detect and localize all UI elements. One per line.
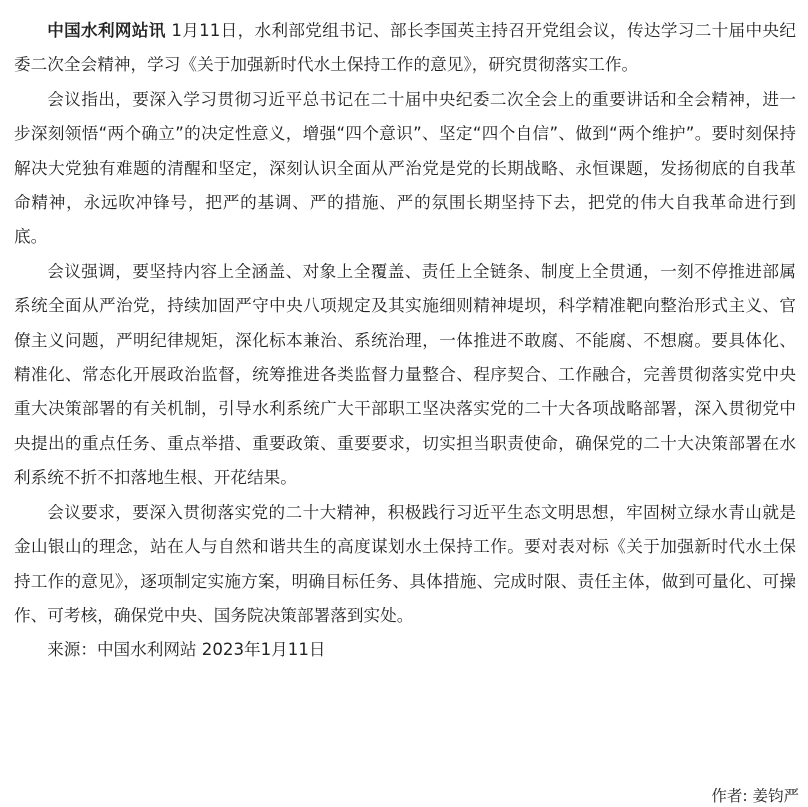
article-body xyxy=(14,14,796,668)
paragraph-meeting-pointed-out: 会议指出，要深入学习贯彻习近平总书记在二十届中央纪委二次全会上的重要讲话和全会精神，进一步深刻领悟“两个确立”的决定性意义，增强“四个意识”、坚定“四个自信”、做到“两个维护”。要时刻保持解决大党独有难题的清醒和坚定，深刻认识全面从严治党是党的长期战略、永恒课题，发扬彻底的自我革命精神，永远吹冲锋号，把严的基调、严的措施、严的氛围长期坚持下去，把党的伟大自我革命进行到底。 xyxy=(14,89,796,247)
news-source-label: 中国水利网站讯 xyxy=(47,21,166,40)
paragraph-meeting-emphasized: 会议强调，要坚持内容上全涵盖、对象上全覆盖、责任上全链条、制度上全贯通，一刻不停推进部属系统全面从严治党，持续加固严守中央八项规定及其实施细则精神堤坝，科学精准靶向整治形式主义、官僚主义问题，严明纪律规矩，深化标本兼治、系统治理，一体推进不敢腐、不能腐、不想腐。要具体化、精准化、常态化开展政治监督，统筹推进各类监督力量整合、程序契合、工作融合，完善贯彻落实党中央重大决策部署的有关机制，引导水利系统广大干部职工坚决落实党的二十大各项战略部署，深入贯彻党中央提出的重点任务、重点举措、重要政策、重要要求，切实担当职责使命，确保党的二十大决策部署在水利系统不折不扣落地生根、开花结果。 xyxy=(14,261,796,488)
source-line: 来源：中国水利网站 2023年1月11日 xyxy=(47,640,326,660)
lead-text: 1月11日，水利部党组书记、部长李国英主持召开党组会议，传达学习二十届中央纪委二次全会精神，学习《关于加强新时代水土保持工作的意见》，研究贯彻落实工作。 xyxy=(14,21,796,75)
author-line: 作者: 姜钧严 xyxy=(711,787,799,805)
paragraph-meeting-required: 会议要求，要深入贯彻落实党的二十大精神，积极践行习近平生态文明思想，牢固树立绿水青山就是金山银山的理念，站在人与自然和谐共生的高度谋划水土保持工作。要对表对标《关于加强新时代水土保持工作的意见》，逐项制定实施方案，明确目标任务、具体措施、完成时限、责任主体，做到可量化、可操作、可考核，确保党中央、国务院决策部署落到实处。 xyxy=(14,502,796,625)
lead-paragraph xyxy=(14,14,796,83)
